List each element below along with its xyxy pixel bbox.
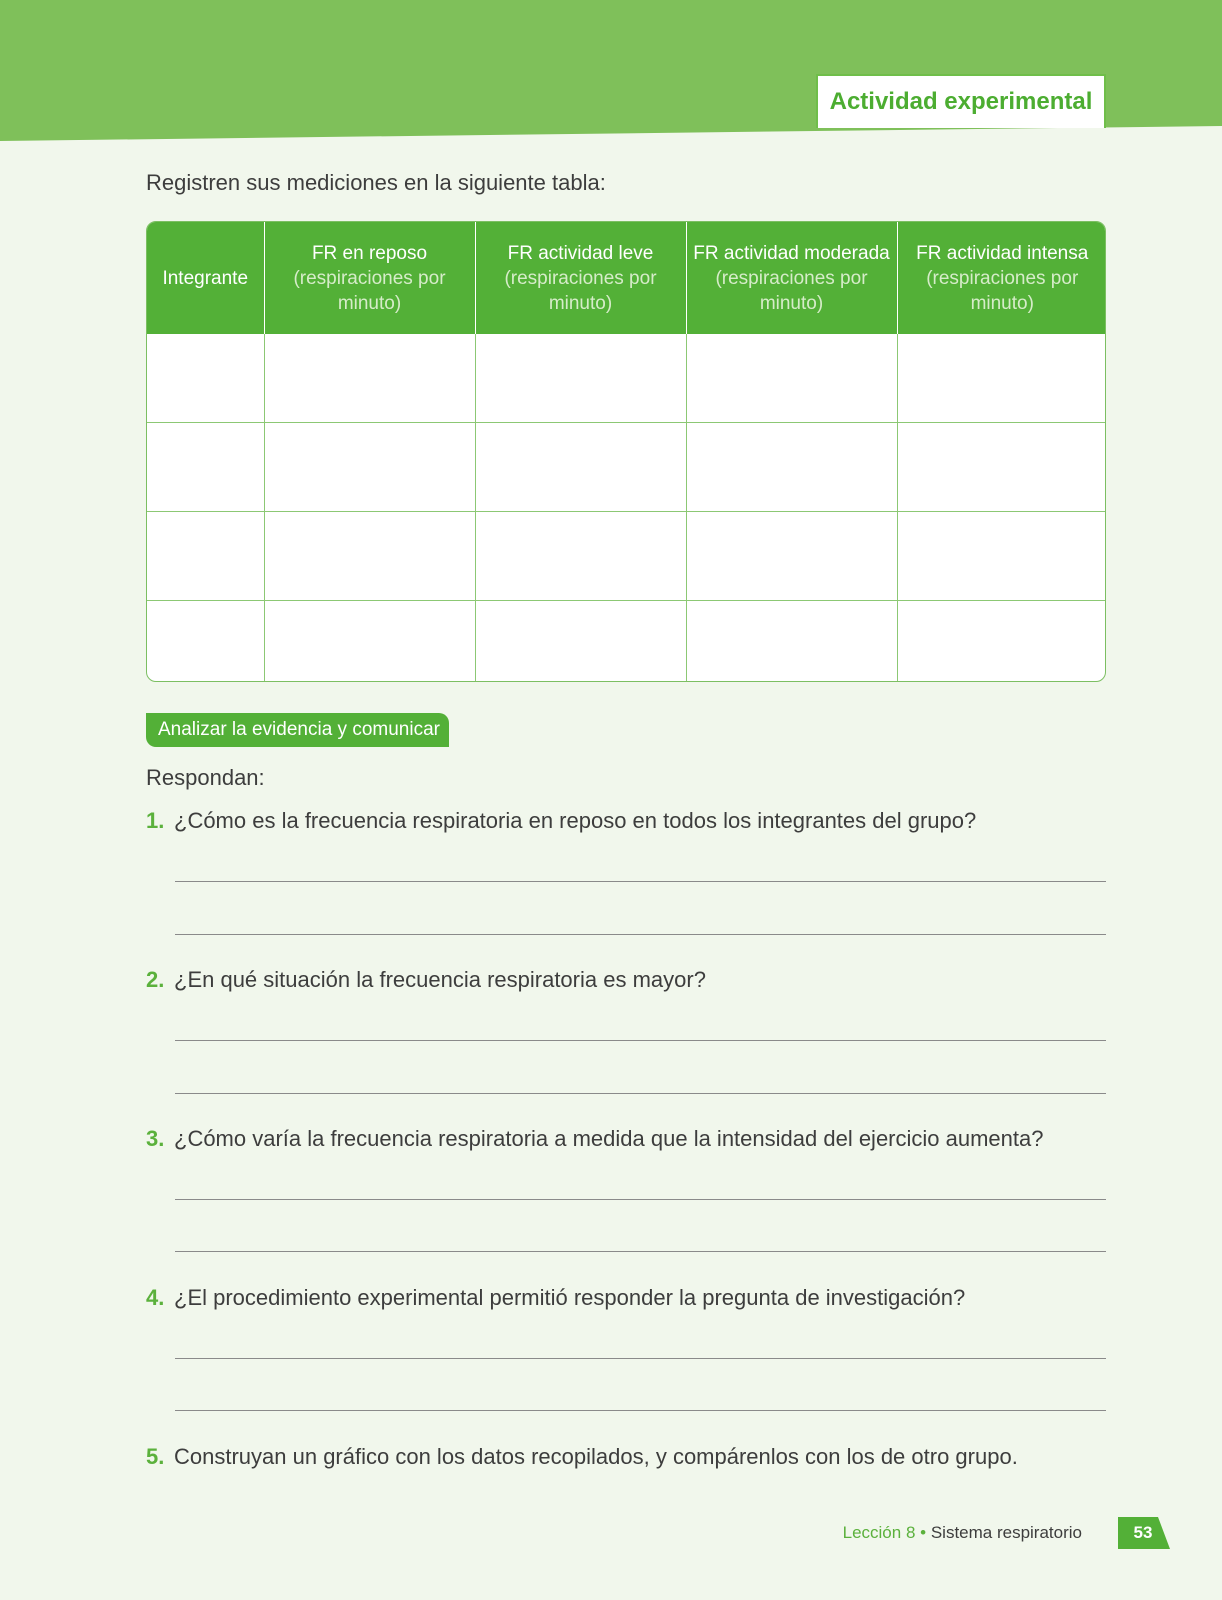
table-cell[interactable]	[897, 334, 1106, 423]
page-number	[1118, 1517, 1170, 1549]
table-cell[interactable]	[147, 601, 264, 683]
table-cell[interactable]	[475, 334, 686, 423]
table-cell[interactable]	[897, 601, 1106, 683]
answer-line[interactable]	[175, 1251, 1106, 1252]
answer-line[interactable]	[175, 934, 1106, 935]
table-cell[interactable]	[147, 423, 264, 512]
answer-line[interactable]	[175, 1410, 1106, 1411]
question-number: 5.	[146, 1444, 165, 1469]
question-text: Construyan un gráfico con los datos recopilados, y compárenlos con los de otro grupo.	[174, 1444, 1018, 1469]
question-4	[146, 1285, 965, 1311]
table-cell[interactable]	[264, 512, 475, 601]
col-header-moderada: FR actividad moderada (respiraciones por minuto)	[686, 222, 897, 334]
table-cell[interactable]	[897, 423, 1106, 512]
col-header-leve: FR actividad leve (respiraciones por minuto)	[475, 222, 686, 334]
table-cell[interactable]	[264, 601, 475, 683]
table-cell[interactable]	[264, 423, 475, 512]
question-text: ¿El procedimiento experimental permitió responder la pregunta de investigación?	[174, 1285, 966, 1310]
table-row	[147, 423, 1106, 512]
answer-line[interactable]	[175, 1199, 1106, 1200]
answer-line[interactable]	[175, 1093, 1106, 1094]
table-cell[interactable]	[686, 601, 897, 683]
table-cell[interactable]	[264, 334, 475, 423]
question-number: 3.	[146, 1126, 165, 1151]
answer-line[interactable]	[175, 881, 1106, 882]
table-cell[interactable]	[897, 512, 1106, 601]
col-header-reposo: FR en reposo (respiraciones por minuto)	[264, 222, 475, 334]
table-row	[147, 334, 1106, 423]
answer-line[interactable]	[175, 1040, 1106, 1041]
table-row	[147, 512, 1106, 601]
col-header-integrante: Integrante	[147, 222, 264, 334]
table-header-row	[147, 222, 1106, 334]
section-tag: Analizar la evidencia y comunicar	[146, 713, 449, 747]
table-cell[interactable]	[686, 512, 897, 601]
question-1	[146, 808, 976, 834]
measurement-table	[146, 221, 1106, 682]
table-cell[interactable]	[475, 423, 686, 512]
respondan-label: Respondan:	[146, 765, 265, 790]
table-cell[interactable]	[475, 512, 686, 601]
page-number-text: 53	[1133, 1523, 1153, 1542]
footer-lesson	[843, 1523, 1082, 1543]
question-3	[146, 1126, 1043, 1152]
question-number: 1.	[146, 808, 165, 833]
col-header-intensa: FR actividad intensa (respiraciones por minuto)	[897, 222, 1106, 334]
activity-badge: Actividad experimental	[816, 74, 1106, 128]
table-intro: Registren sus mediciones en la siguiente tabla:	[146, 170, 606, 195]
table-row	[147, 601, 1106, 683]
separator-dot: •	[920, 1523, 927, 1542]
question-text: ¿En qué situación la frecuencia respiratoria es mayor?	[174, 967, 706, 992]
lesson-topic: Sistema respiratorio	[930, 1523, 1082, 1542]
lesson-label: Lección 8	[842, 1523, 916, 1542]
question-5	[146, 1444, 1018, 1470]
question-text: ¿Cómo varía la frecuencia respiratoria a medida que la intensidad del ejercicio aumenta?	[174, 1126, 1044, 1151]
table-cell[interactable]	[686, 423, 897, 512]
question-text: ¿Cómo es la frecuencia respiratoria en reposo en todos los integrantes del grupo?	[174, 808, 977, 833]
table-cell[interactable]	[147, 334, 264, 423]
answer-line[interactable]	[175, 1358, 1106, 1359]
question-number: 2.	[146, 967, 165, 992]
table-cell[interactable]	[147, 512, 264, 601]
question-2	[146, 967, 706, 993]
table-cell[interactable]	[686, 334, 897, 423]
table-cell[interactable]	[475, 601, 686, 683]
question-number: 4.	[146, 1285, 165, 1310]
